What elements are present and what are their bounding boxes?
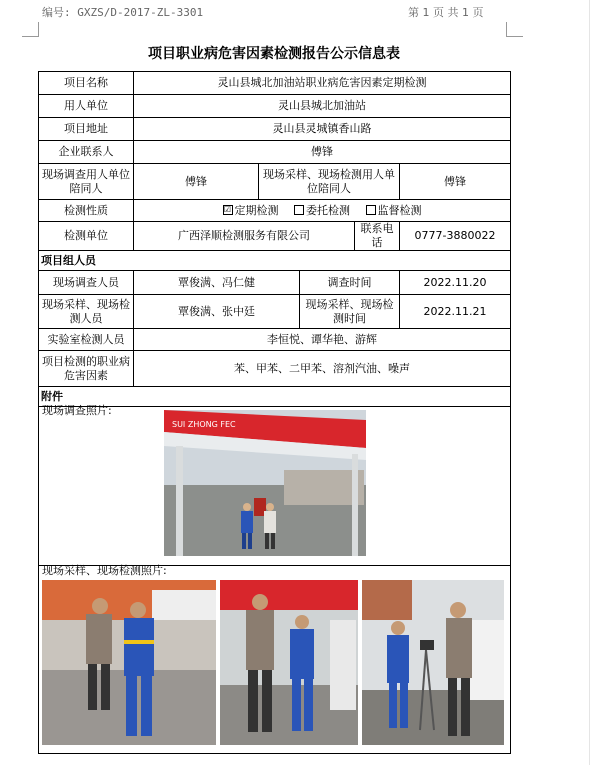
sampling-photos-label: 现场采样、现场检测照片: [42,564,167,577]
hazards-value: 苯、甲苯、二甲苯、溶剂汽油、噪声 [134,351,511,387]
row-hazards [39,351,511,387]
row-address [39,118,511,141]
canopy-lettering: SUI ZHONG FEC [172,420,236,429]
row-agency [39,222,511,251]
contact-value: 傅锋 [134,141,511,164]
survey-escort-label: 现场调查用人单位陪同人 [39,164,134,200]
team-heading: 项目组人员 [39,251,511,271]
survey-photos-label: 现场调查照片: [42,404,112,417]
crop-mark-top-left [22,22,39,37]
agency-value: 广西泽顺检测服务有限公司 [134,222,355,251]
contact-label: 企业联系人 [39,141,134,164]
document-code: 编号: GXZS/D-2017-ZL-3301 [42,6,204,19]
row-lab-team [39,329,511,351]
crop-mark-top-right [506,22,523,37]
address-value: 灵山县灵城镇香山路 [134,118,511,141]
sampling-escort-label: 现场采样、现场检测用人单位陪同人 [259,164,400,200]
checkbox-checked-icon: ☑ [223,204,232,214]
row-employer [39,95,511,118]
option-periodic [223,204,279,218]
project-name-value: 灵山县城北加油站职业病危害因素定期检测 [134,72,511,95]
sampling-photo-3 [362,580,504,745]
phone-label: 联系电话 [355,222,400,251]
row-sampling-team [39,295,511,329]
phone-value: 0777-3880022 [400,222,511,251]
sampling-team-people: 覃俊满、张中廷 [134,295,300,329]
survey-time-label: 调查时间 [300,271,400,295]
page-indicator: 第 1 页 共 1 页 [408,6,484,19]
row-survey-team [39,271,511,295]
sampling-photo-2 [220,580,358,745]
employer-label: 用人单位 [39,95,134,118]
nature-options [134,200,511,222]
document-title: 项目职业病危害因素检测报告公示信息表 [148,46,400,62]
project-name-label: 项目名称 [39,72,134,95]
nature-label: 检测性质 [39,200,134,222]
agency-label: 检测单位 [39,222,134,251]
option-supervisory [366,204,422,218]
survey-time-value: 2022.11.20 [400,271,511,295]
option-periodic-label: 定期检测 [234,203,279,217]
sampling-time-value: 2022.11.21 [400,295,511,329]
row-project-name [39,72,511,95]
hazards-label: 项目检测的职业病危害因素 [39,351,134,387]
sampling-photo-1 [42,580,216,745]
lab-team-label: 实验室检测人员 [39,329,134,351]
sampling-escort-value: 傅锋 [400,164,511,200]
page-edge [589,0,590,765]
option-entrusted-label: 委托检测 [306,203,350,217]
attachments-heading: 附件 [39,387,511,407]
option-supervisory-label: 监督检测 [377,203,422,217]
sampling-team-label: 现场采样、现场检测人员 [39,295,134,329]
survey-escort-value: 傅锋 [134,164,259,200]
checkbox-empty-icon [366,205,376,215]
lab-team-people: 李恒悦、谭华艳、游辉 [134,329,511,351]
checkbox-empty-icon [294,205,304,215]
employer-value: 灵山县城北加油站 [134,95,511,118]
row-escort [39,164,511,200]
row-team-heading [39,251,511,271]
survey-team-label: 现场调查人员 [39,271,134,295]
row-contact [39,141,511,164]
survey-team-people: 覃俊满、冯仁健 [134,271,300,295]
option-entrusted [294,204,350,218]
sampling-time-label: 现场采样、现场检测时间 [300,295,400,329]
address-label: 项目地址 [39,118,134,141]
row-nature [39,200,511,222]
survey-photo-gas-station [164,410,366,556]
